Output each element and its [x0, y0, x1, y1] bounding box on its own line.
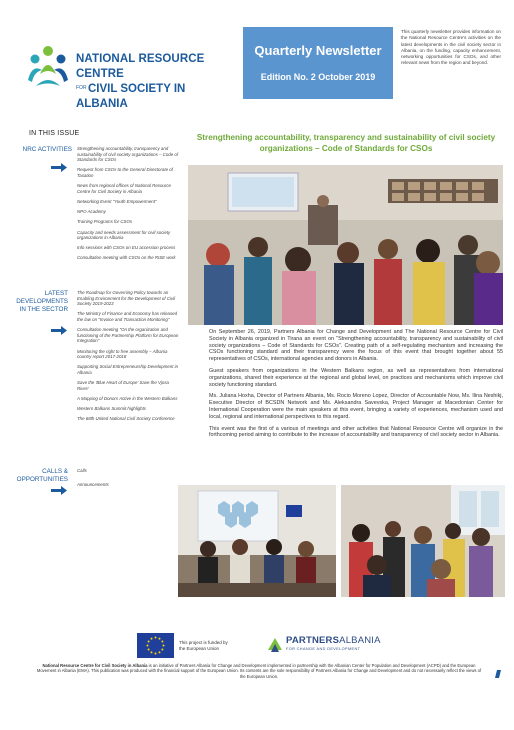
- toc-item[interactable]: Consultation meeting "On the organization and functioning of the Partnership Platform for European Integration": [77, 327, 179, 344]
- toc-section-nrc-activities[interactable]: NRC ACTIVITIES: [22, 146, 72, 153]
- toc-item[interactable]: The Ministry of Finance and Economy has released the law on "Invoice and Transaction Monitoring": [77, 311, 178, 322]
- nrc-people-icon: [26, 44, 70, 88]
- toc-section-calls-opportunities[interactable]: CALLS & OPPORTUNITIES: [16, 468, 68, 483]
- toc-item[interactable]: Info sessions with CSOs on EU accession process: [77, 245, 176, 251]
- article-paragraph: Guest speakers from organizations in the Western Balkans region, as well as representatives from international organizations, shared their experience at the regional and global level, on practices and mechanisms which improve civil society functioning standard.: [209, 367, 503, 388]
- toc-item[interactable]: Training Programs for CSOs: [77, 219, 133, 225]
- newsletter-banner: [243, 27, 393, 99]
- toc-item[interactable]: Save the 'Blue Heart of Europe' Save the Vjosa River!: [77, 380, 169, 391]
- footer-disclaimer-org: National Resource Centre for Civil Society in Albania: [42, 663, 148, 668]
- arrow-right-icon: [51, 326, 67, 335]
- toc-section-latest-developments[interactable]: LATEST DEVELOPMENTS IN THE SECTOR: [16, 290, 68, 313]
- partners-albania-mark-icon: [266, 636, 284, 654]
- partners-albania-name-part1: PARTNERS: [286, 635, 340, 646]
- eu-flag-icon: [137, 633, 174, 658]
- toc-item[interactable]: Consultation meeting with CSOs on the RISE work: [77, 255, 176, 261]
- toc-item[interactable]: The 68th United National Civil Society Conference: [77, 416, 175, 422]
- org-name-line1: NATIONAL RESOURCE CENTRE: [76, 53, 205, 80]
- org-name-for: FOR: [76, 85, 87, 92]
- toc-list-nrc: [77, 146, 181, 266]
- toc-item[interactable]: Networking Event "Youth Empowerment": [77, 198, 157, 204]
- org-name-line2: CIVIL SOCIETY IN ALBANIA: [76, 83, 186, 110]
- eu-funding-line1: This project is funded by: [179, 640, 228, 645]
- event-photo-main: [188, 165, 503, 325]
- partners-albania-tagline: FOR CHANGE AND DEVELOPMENT: [286, 647, 361, 651]
- toc-item[interactable]: A Mapping of Donors Active in the Western Balkans: [77, 395, 178, 401]
- article-title: Strengthening accountability, transparency and sustainability of civil society organizations – Code of Standards for CSOs: [196, 133, 496, 153]
- toc-item[interactable]: The Roadmap for Governing Policy towards an Enabling Environment for the Development of Civil Society 2019-2023: [77, 290, 176, 307]
- toc-item[interactable]: Calls: [77, 468, 87, 473]
- toc-item[interactable]: Request from CSOs to the General Directorate of Taxation: [77, 167, 173, 178]
- toc-item[interactable]: Western Balkans Summit highlights: [77, 406, 146, 412]
- footer-disclaimer-text: is an initiative of Partners Albania for Change and Development implemented in partnership with the Albanian Center for Population and Development (ACPD) and the European Movement in Albania (EMA). This publication was produced with the financial support of the European Union. Its contents are the sole responsibility of Partners Albania for Change and Development and do not necessarily reflect the views of the European Union.: [36, 663, 482, 679]
- article-body: [209, 329, 503, 444]
- arrow-right-icon: [51, 486, 67, 495]
- footer-disclaimer: [35, 663, 483, 679]
- nrc-logo: [26, 44, 226, 110]
- org-name: [76, 52, 226, 112]
- newsletter-title: Quarterly Newsletter: [254, 43, 382, 58]
- toc-list-developments: [77, 290, 181, 426]
- eu-funding-line2: the European Union: [179, 646, 220, 651]
- article-paragraph: On September 26, 2019, Partners Albania for Change and Development and The National Resource Centre for Civil Society in Albania organized in Tirana an event on "Strengthening accountability, transparency and sustainability of civil society organizations – Code of Standards for CSOs". Creating path of a self-regulating mechanism and increasing the CSOs functioning standard and their transparency were the focus of this event that brought together about 55 representatives of CSOs, international agencies and donors in Albania.: [209, 329, 503, 363]
- newsletter-edition: Edition No. 2 October 2019: [260, 72, 376, 82]
- eu-funding-note: [179, 640, 228, 652]
- toc-item[interactable]: News from regional offices of National Resource Centre for Civil Society in Albania: [77, 183, 171, 194]
- newsletter-intro: This quarterly newsletter provides information on the National Resource Centre's activities on the latest developments in the civil society sector in Albania, on the funding, capacity enhancement, networking opportunities for CSOs, and other relevant news from the region and beyond.: [401, 29, 501, 66]
- toc-item[interactable]: Strengthening accountability, transparency and sustainability of civil society organizations – Code of Standards for CSOs: [77, 146, 179, 163]
- toc-item[interactable]: Supporting Social Entrepreneurship Development in Albania: [77, 364, 179, 375]
- arrow-right-icon: [51, 163, 67, 172]
- toc-item[interactable]: Monitoring the right to free assembly – Albania country report 2017-2018: [77, 348, 168, 360]
- toc-item[interactable]: NPO Academy: [77, 209, 106, 215]
- partners-albania-logo: [266, 634, 386, 658]
- partners-albania-name: [286, 635, 381, 646]
- article-paragraph: Ms. Juliana Hoxha, Director of Partners Albania, Ms. Rocio Moreno Lopez, Director of Accountable Now, Ms. Ilina Neshikj, Executive Director of BCSDN Network and Ms. Aleksandra Savevska, Project Manager at Macedonian Center for International Cooperation were the main speakers at this event, bringing a variety of experiences, mechanism used and local, regional and international perspectives to this regard.: [209, 393, 503, 420]
- corner-mark-icon: [495, 670, 501, 678]
- toc-heading: IN THIS ISSUE: [29, 130, 80, 137]
- toc-list-calls: [77, 468, 181, 492]
- event-photo-audience: [341, 485, 505, 597]
- event-photo-panel: [178, 485, 336, 597]
- toc-item[interactable]: Announcements: [77, 481, 109, 487]
- toc-item[interactable]: Capacity and needs assessment for civil society organizations in Albania: [77, 229, 171, 241]
- partners-albania-name-part2: ALBANIA: [339, 635, 381, 646]
- article-paragraph: This event was the first of a various of meetings and other activities that National Resource Centre will organize in the forthcoming period aiming to contribute to the increase of accountability and transparency of civil society sector in Albania.: [209, 425, 503, 439]
